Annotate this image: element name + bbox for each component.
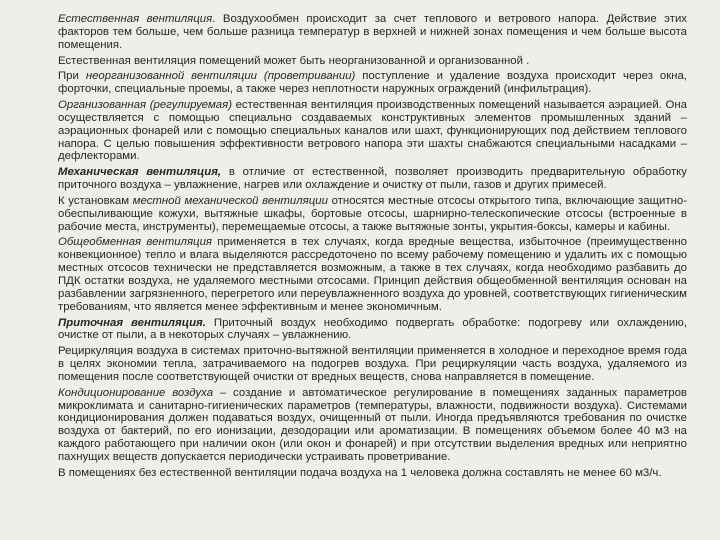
text: естественная вентиляция производственных помещений называется аэрацией. Она осуществляется с помощью специально создаваемых конструктивных элементов промышленных зданий – аэрационных фонарей или с помощью специальных каналов или шахт, функционирующих под действием теплового напора. С целью повышения эффективности ветрового напора эти шахты снабжаются специальными насадками – дефлекторами.	[58, 98, 687, 163]
paragraph-unorganized	[58, 70, 687, 96]
paragraph-recirculation	[58, 345, 687, 384]
text: В помещениях без естественной вентиляции подача воздуха на 1 человека должна составлять не менее 60 м3/ч.	[58, 466, 662, 479]
paragraph-natural-ventilation	[58, 13, 687, 52]
term: неорганизованной вентиляции (проветривании)	[85, 70, 356, 83]
term: местной механической вентиляции	[132, 194, 328, 207]
text: – создание и автоматическое регулирование в помещениях заданных параметров микроклимата и санитарно-гигиенических параметров (температуры, влажности, подвижности воздуха). Системами кондиционирования должен подаваться воздух, очищенный от пыли. Иногда предъявляются требования по очистке воздуха от бактерий, по его ионизации, дезодорации или ароматизации. В помещениях объемом более 40 м3 на каждого работающего при наличии окон (или окон и фонарей) и при отсутствии выделения вредных или неприятно пахнущих веществ допускается периодически устраивать проветривание.	[58, 386, 687, 464]
text: Естественная вентиляция помещений может быть неорганизованной и организованной .	[58, 54, 530, 67]
paragraph-mechanical	[58, 166, 687, 192]
paragraph-organized	[58, 99, 687, 164]
document-body	[58, 13, 687, 483]
term: Приточная вентиляция.	[58, 316, 206, 329]
paragraph-natural-types	[58, 55, 687, 68]
paragraph-supply	[58, 317, 687, 343]
text: К установкам	[58, 194, 133, 207]
text: в отличие от естественной, позволяет производить предварительную обработку приточного воздуха – увлажнение, нагрев или охлаждение и очистку от пыли, газов и других примесей.	[58, 166, 687, 192]
text: При	[58, 70, 86, 83]
paragraph-local	[58, 195, 687, 234]
term: Организованная (регулируемая)	[58, 98, 232, 111]
paragraph-conditioning	[58, 387, 687, 464]
text: Приточный воздух необходимо подвергать обработке: подогреву или охлаждению, очистке от пыли, а в некоторых случаях – увлажнению.	[58, 316, 687, 342]
paragraph-general	[58, 236, 687, 313]
term: Общеобменная вентиляция	[58, 236, 212, 249]
text: поступление и удаление воздуха происходит через окна, форточки, специальные проемы, а также через неплотности наружных ограждений (инфильтрация).	[58, 70, 687, 96]
term: Механическая вентиляция,	[58, 166, 222, 179]
text: применяется в тех случаях, когда вредные вещества, избыточное (преимущественно конвекционное) тепло и влага выделяются рассредоточено по всему рабочему помещению и удалить их с помощью местных отсосов технически не представляется возможным, а также в тех случаях, когда необходимо разбавить до ПДК остатки воздуха, не удаляемого местными отсосами. Принцип действия общеобменной вентиляция основан на разбавлении загрязненного, перегретого или переувлажненного воздуха до уровней, соответствующих гигиеническим требованиям, что является менее эффективным и менее экономичным.	[58, 236, 687, 313]
paragraph-norm	[58, 467, 687, 480]
text: относятся местные отсосы открытого типа, включающие защитно-обеспыливающие кожухи, вытяжные шкафы, бортовые отсосы, шарнирно-телескопические отсосы (встроенные в рабочие места, инструменты), перемещаемые отсосы, а также вытяжные зонты, укрытия-боксы, камеры и кабины.	[58, 194, 687, 233]
text: . Воздухообмен происходит за счет теплового и ветрового напора. Действие этих факторов тем больше, чем больше разница температур в верхней и нижней зонах помещения и чем больше высота помещения.	[58, 13, 688, 51]
term: Естественная вентиляция	[58, 13, 213, 25]
text: Рециркуляция воздуха в системах приточно-вытяжной вентиляции применяется в холодное и переходное время года в целях экономии тепла, затрачиваемого на подогрев воздуха. При рециркуляции часть воздуха, удаляемого из помещения после соответствующей очистки от вредных веществ, снова направляется в помещение.	[58, 345, 687, 383]
term: Кондиционирование воздуха	[58, 386, 214, 399]
